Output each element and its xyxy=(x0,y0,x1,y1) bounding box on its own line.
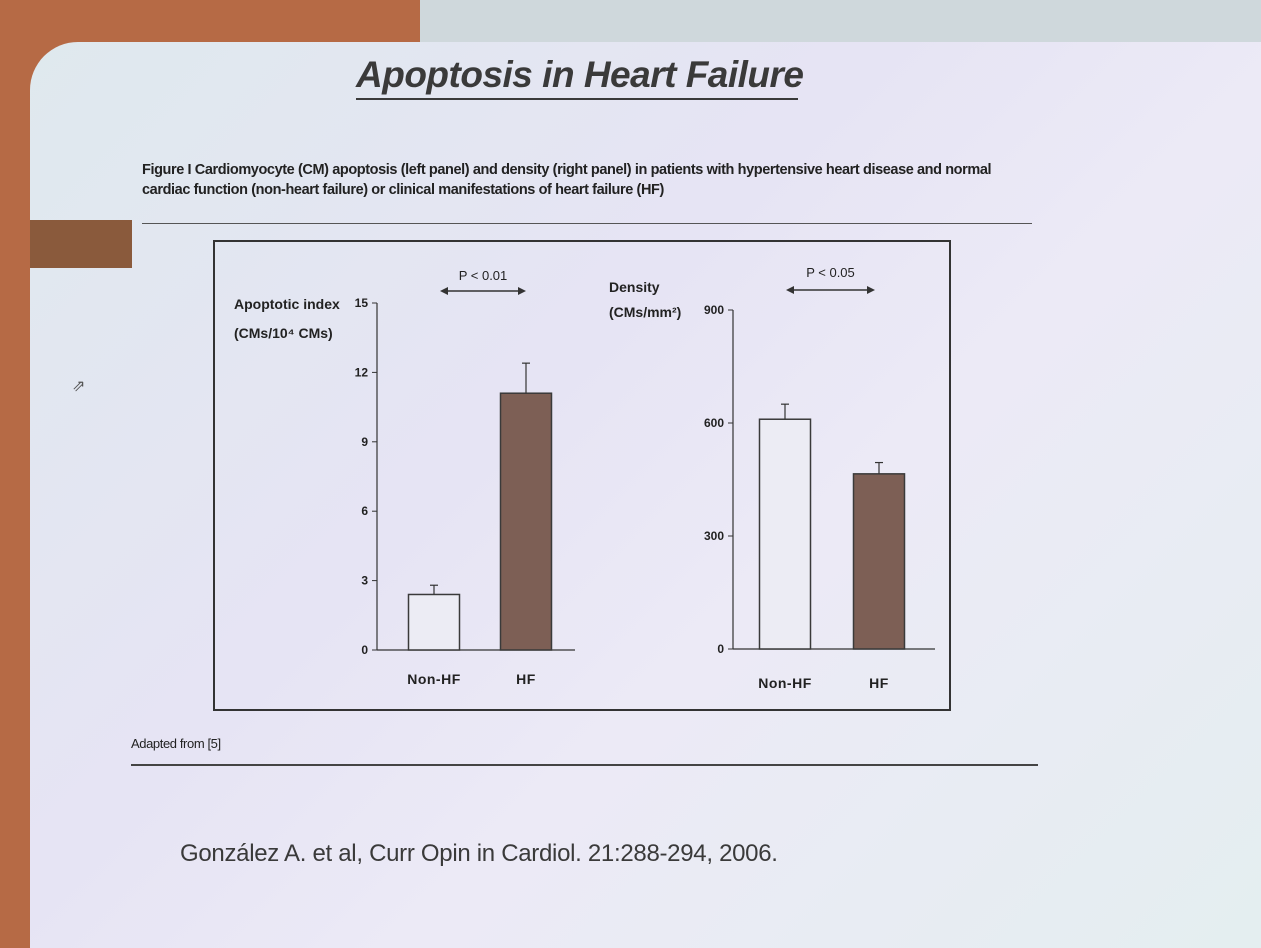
y-tick-label: 12 xyxy=(354,365,368,380)
caption-line-2: cardiac function (non-heart failure) or clinical manifestations of heart failure (HF) xyxy=(142,182,664,198)
bar-hf xyxy=(501,393,552,650)
y-tick-label: 900 xyxy=(703,303,724,317)
y-tick-label: 9 xyxy=(361,434,368,449)
y-tick-label: 0 xyxy=(717,642,724,656)
bar-non-hf xyxy=(409,594,460,650)
footer-divider xyxy=(131,764,1038,766)
y-tick-label: 15 xyxy=(354,296,368,310)
adapted-note: Adapted from [5] xyxy=(131,736,221,751)
x-category-label: Non-HF xyxy=(407,671,461,687)
x-category-label: HF xyxy=(516,671,536,687)
significance-label: P < 0.01 xyxy=(458,268,508,283)
y-axis-label-line-2: (CMs/mm²) xyxy=(609,304,682,320)
caption-line-1: Figure I Cardiomyocyte (CM) apoptosis (left panel) and density (right panel) in patients with hypertensive heart disease and normal xyxy=(142,162,992,178)
arrowhead-right-icon xyxy=(518,287,526,295)
bar-non-hf xyxy=(760,419,811,649)
y-axis-label-line-2: (CMs/10⁴ CMs) xyxy=(234,325,333,341)
y-tick-label: 300 xyxy=(703,529,724,543)
density-panel xyxy=(609,265,935,691)
y-tick-label: 6 xyxy=(361,504,368,519)
y-tick-label: 3 xyxy=(361,573,368,588)
x-category-label: Non-HF xyxy=(758,675,812,691)
y-axis-label-line-1: Apoptotic index xyxy=(234,296,340,312)
arrowhead-left-icon xyxy=(440,287,448,295)
arrowhead-right-icon xyxy=(867,286,875,294)
apoptosis-panel xyxy=(234,268,575,687)
y-axis-label-line-1: Density xyxy=(609,279,660,295)
y-tick-label: 0 xyxy=(361,643,368,657)
significance-label: P < 0.05 xyxy=(806,265,855,280)
slide-title: Apoptosis in Heart Failure xyxy=(356,54,798,100)
y-tick-label: 600 xyxy=(703,416,724,430)
mouse-cursor-icon: ⇗ xyxy=(72,378,86,395)
arrowhead-left-icon xyxy=(786,286,794,294)
citation: González A. et al, Curr Opin in Cardiol. 21:288-294, 2006. xyxy=(180,840,778,867)
x-category-label: HF xyxy=(869,675,889,691)
bar-hf xyxy=(854,474,905,649)
